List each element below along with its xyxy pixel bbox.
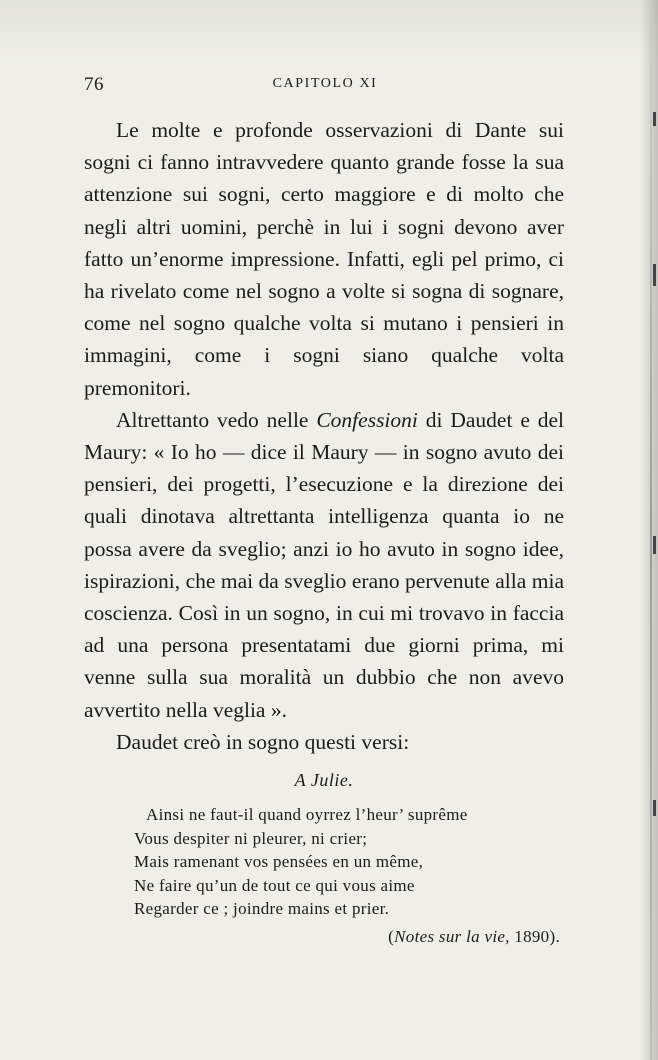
paragraph-2 (84, 404, 564, 726)
poem-line-2: Vous despiter ni pleurer, ni crier; (134, 828, 368, 848)
paragraph-2-emphasis: Confessioni (316, 407, 418, 432)
poem-title: A Julie. (294, 770, 354, 790)
paragraph-3: Daudet creò in sogno questi versi: (116, 729, 410, 754)
paragraph-2-before: Altrettanto vedo nelle (116, 407, 317, 432)
poem-source (84, 927, 564, 947)
poem-source-year: 1890). (509, 926, 560, 946)
poem-source-open: ( (388, 926, 395, 946)
page-header (84, 74, 566, 96)
margin-mark (653, 112, 656, 126)
paragraph-1: Le molte e profonde osservazioni di Dante sui sogni ci fanno intravvedere quanto grande fosse la sua attenzione sui sogni, certo maggiore e di molto che negli altri uomini, perchè in lui i sogni devono aver fatto un’enorme impressione. Infatti, egli pel primo, ci ha rivelato come nel sogno a volte si sogna di sognare, come nel sogno qualche volta si mutano i pensieri in immagini, come i sogni siano qualche volta premonitori. (84, 118, 564, 400)
body-text (84, 114, 564, 758)
margin-mark (653, 536, 656, 554)
running-head: CAPITOLO XI (272, 76, 378, 91)
poem (84, 770, 564, 947)
page-edge-shadow (650, 0, 652, 1060)
page-number: 76 (84, 74, 104, 95)
margin-mark (653, 264, 656, 286)
poem-line-3: Mais ramenant vos pensées en un même, (134, 852, 424, 871)
paragraph-2-after: di Daudet e del Maury: « Io ho — dice il Maury — in sogno avuto dei pensieri, dei progetti, l’esecuzione e la direzione dei quali dinotava altrettanta intelligenza quanta io ne possa avere da sveglio; anzi io ho avuto in sogno idee, ispirazioni, che mai da sveglio erano pervenute alla mia coscienza. Così in un sogno, in cui mi trovavo in faccia ad una persona presentatami due giorni prima, mi venne sulla sua moralità un dubbio che non avevo avvertito nella veglia ». (84, 407, 564, 722)
poem-line-1: Ainsi ne faut-il quand oyrrez l’heur’ suprême (146, 805, 468, 824)
poem-line-5: Regarder ce ; joindre mains et prier. (134, 899, 390, 918)
poem-source-title: Notes sur la vie, (394, 926, 510, 946)
margin-mark (653, 800, 656, 816)
poem-line-4: Ne faire qu’un de tout ce qui vous aime (134, 875, 415, 895)
